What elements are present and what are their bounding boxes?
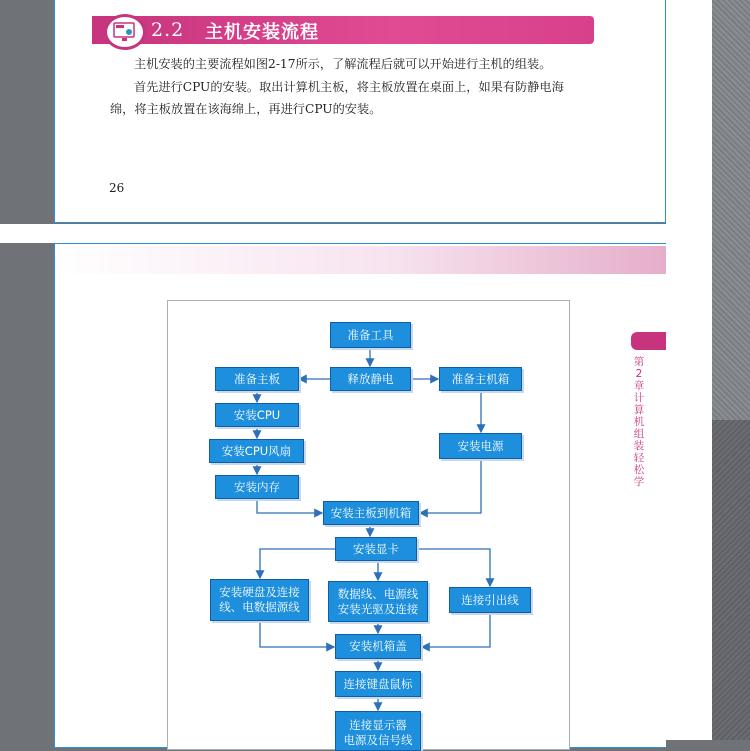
- section-title: 主机安装流程: [205, 22, 319, 43]
- section-number: 2.2: [151, 19, 185, 41]
- flow-step-text: 连接显示器: [349, 718, 407, 732]
- flow-step-install-memory: 安装内存: [215, 475, 299, 499]
- paragraph-line: 主机安装的主要流程如图2-17所示，了解流程后就可以开始进行主机的组装。: [134, 57, 552, 71]
- flow-step-text: 安装光驱及连接: [337, 601, 419, 616]
- chapter-label: 第2章 计算机组装轻松学: [633, 356, 645, 488]
- flow-step-case-cover: 安装机箱盖: [335, 634, 421, 659]
- flow-step-install-gpu: 安装显卡: [335, 537, 417, 561]
- flow-step-discharge-static: 释放静电: [330, 367, 411, 391]
- flow-step-monitor: [335, 711, 421, 751]
- flow-step-text: 线、电数据源线: [219, 600, 300, 614]
- flow-step-install-cpu: 安装CPU: [215, 403, 299, 427]
- flow-step-board-to-case: 安装主板到机箱: [323, 501, 419, 525]
- flow-step-prepare-case: 准备主机箱: [439, 367, 522, 391]
- flow-step-prepare-board: 准备主板: [215, 367, 299, 391]
- flow-step-cables: [328, 581, 428, 622]
- flow-step-text: 数据线、电源线: [337, 586, 419, 601]
- flow-step-text: 安装硬盘及连接: [219, 585, 300, 599]
- flow-step-connect-leads: 连接引出线: [449, 587, 531, 613]
- page-number: 26: [109, 181, 125, 195]
- flow-step-prepare-tools: 准备工具: [330, 322, 411, 348]
- paragraph-line: 首先进行CPU的安装。取出计算机主板，将主板放置在桌面上，如果有防静电海: [134, 80, 564, 94]
- flow-step-text: 电源及信号线: [343, 733, 413, 747]
- paragraph-line: 绵，将主板放置在该海绵上，再进行CPU的安装。: [110, 102, 382, 116]
- flow-step-install-psu: 安装电源: [439, 433, 522, 459]
- flow-step-install-drive: [210, 579, 309, 621]
- flow-step-keyboard-mouse: 连接键盘鼠标: [335, 671, 421, 697]
- flow-step-install-cpu-fan: 安装CPU风扇: [209, 439, 304, 463]
